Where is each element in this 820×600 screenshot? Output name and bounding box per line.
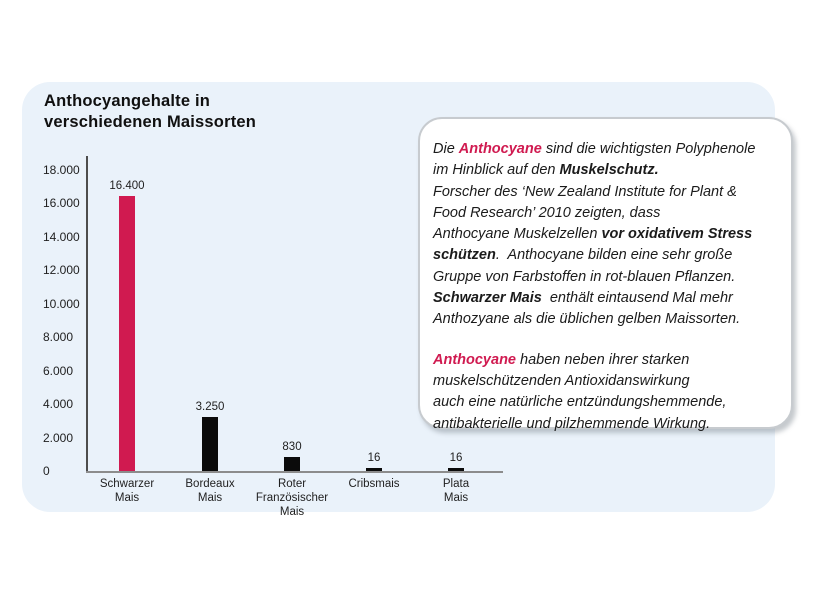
x-category-label-line: Mais xyxy=(114,492,140,504)
info-text-segment: Food Research’ 2010 zeigten, dass xyxy=(433,204,661,221)
info-text-segment: auch eine natürliche entzündungshemmende, xyxy=(433,394,727,411)
bar-value-label: 16 xyxy=(449,452,463,464)
info-text-line xyxy=(433,288,779,309)
bar xyxy=(202,417,218,471)
y-tick-label: 10.000 xyxy=(43,296,80,311)
x-category-label-line: Französischer xyxy=(255,492,329,504)
info-text-segment: haben neben ihrer starken xyxy=(516,351,690,368)
info-text-line xyxy=(433,414,779,435)
x-axis-line xyxy=(86,471,503,473)
y-tick-label: 18.000 xyxy=(43,162,80,177)
bar xyxy=(448,468,464,471)
bar-value-label: 3.250 xyxy=(195,401,225,413)
bar xyxy=(284,457,300,471)
info-text-segment: Die xyxy=(433,141,459,157)
info-text-line xyxy=(433,139,779,160)
x-category-label-line: Plata xyxy=(442,478,470,490)
bar xyxy=(119,196,135,471)
y-tick-label: 4.000 xyxy=(43,397,74,411)
info-text-segment: . Anthocyane bilden eine sehr große xyxy=(495,247,733,264)
bar-value-label: 16.400 xyxy=(109,180,145,192)
x-category-label-line: Mais xyxy=(443,492,469,504)
x-category-label-line: Roter xyxy=(277,478,307,490)
info-text-segment: sind die wichtigsten Polyphenole xyxy=(541,141,756,157)
x-category-label-line: Cribsmais xyxy=(348,478,400,490)
x-category-label-line: Schwarzer xyxy=(99,478,155,490)
bar-value-label: 830 xyxy=(282,441,302,453)
x-category-label xyxy=(408,477,504,505)
x-category-label-line: Mais xyxy=(197,492,223,504)
y-tick-label: 0 xyxy=(43,464,50,478)
info-text-segment: Gruppe von Farbstoffen in rot-blauen Pflanzen. xyxy=(433,268,736,285)
info-text-line xyxy=(433,392,779,413)
x-category-label-line: Bordeaux xyxy=(185,478,235,490)
y-tick-label: 16.000 xyxy=(43,196,80,210)
y-tick-label: 14.000 xyxy=(43,229,80,244)
info-text-segment: muskelschützenden Antioxidanswirkung xyxy=(433,372,690,389)
info-text-line xyxy=(433,309,779,330)
accent-text: Anthocyane xyxy=(458,141,542,157)
info-text-line xyxy=(433,160,779,181)
info-text-line xyxy=(433,245,779,266)
chart-title xyxy=(44,91,256,133)
info-text-segment: Anthozyane als die üblichen gelben Maissorten. xyxy=(433,311,741,328)
y-tick-label: 6.000 xyxy=(43,363,74,378)
info-paragraph xyxy=(433,350,779,435)
info-text-line xyxy=(433,371,779,392)
info-text-segment: Schwarzer Mais xyxy=(433,290,542,307)
info-text-segment: enthält eintausend Mal mehr xyxy=(541,290,733,307)
accent-text: Anthocyane xyxy=(433,351,516,368)
info-text-segment: schützen xyxy=(433,247,496,264)
info-text-line xyxy=(433,224,779,245)
info-text-line xyxy=(433,182,779,203)
info-text-segment: antibakterielle und pilzhemmende Wirkung. xyxy=(433,415,711,432)
info-text-segment: im Hinblick auf den xyxy=(433,162,560,179)
info-text-line xyxy=(433,267,779,288)
chart-title-line1: Anthocyangehalte in xyxy=(44,92,211,110)
bar-value-label: 16 xyxy=(367,452,381,464)
info-text-segment: Anthocyane Muskelzellen xyxy=(433,226,602,243)
x-category-label-line: Mais xyxy=(279,506,305,518)
y-tick-label: 8.000 xyxy=(43,330,74,344)
info-box xyxy=(418,117,793,432)
y-tick-label: 12.000 xyxy=(43,263,80,277)
info-text-segment: Muskelschutz. xyxy=(559,162,659,179)
info-text-segment: vor oxidativem Stress xyxy=(601,226,753,243)
info-box-text xyxy=(420,119,791,432)
y-tick-label: 2.000 xyxy=(43,430,74,445)
info-text-segment: Forscher des ‘New Zealand Institute for Plant & xyxy=(433,183,737,200)
info-text-line xyxy=(433,350,779,371)
bar xyxy=(366,468,382,471)
info-text-line xyxy=(433,203,779,224)
chart-title-line2: verschiedenen Maissorten xyxy=(44,113,257,131)
info-paragraph xyxy=(433,139,779,331)
x-category-label xyxy=(79,477,175,505)
